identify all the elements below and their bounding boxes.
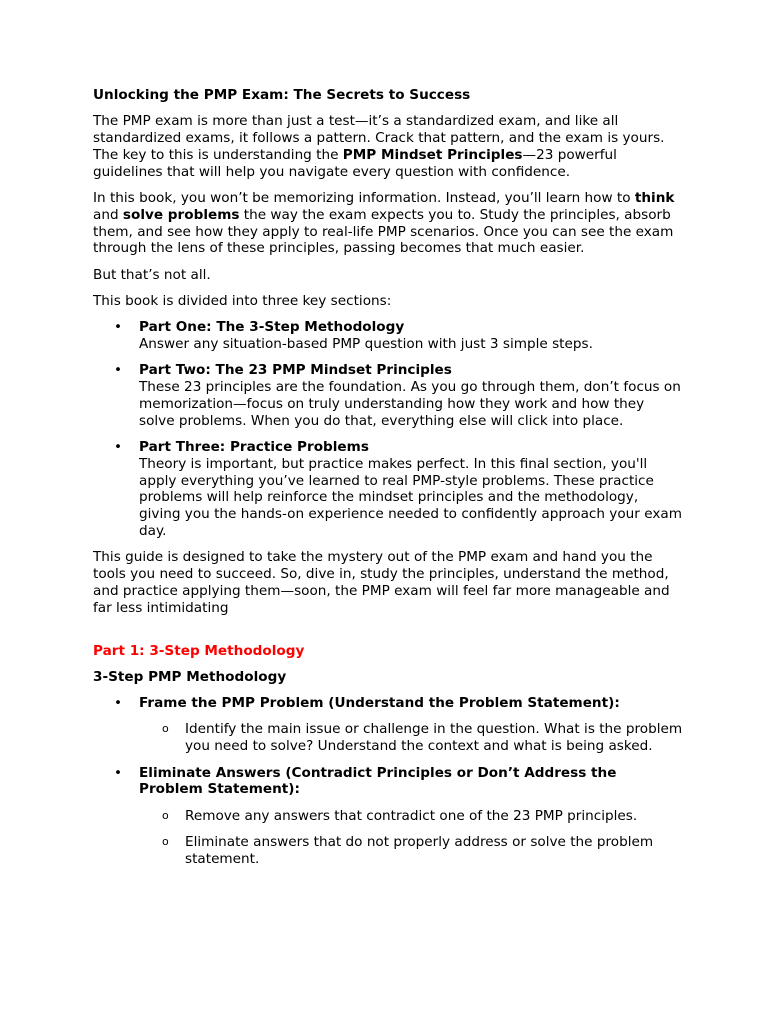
bullet-marker: • xyxy=(114,764,123,781)
list-item xyxy=(93,695,683,755)
sub-list-item xyxy=(139,721,683,755)
sub-bullet-marker: o xyxy=(162,834,169,848)
intro-text: In this book, you won’t be memorizing information. Instead, you’ll learn how to xyxy=(93,189,635,206)
bullet-marker: • xyxy=(114,319,123,336)
section-title: Part Three: Practice Problems xyxy=(139,439,369,456)
methodology-subheading: 3-Step PMP Methodology xyxy=(93,668,287,685)
list-item xyxy=(93,362,683,429)
intro-text: the way the exam expects you to. Study the principles, absorb them, and see how they apply to real-life PMP scenarios. Once you can see the exam through the lens of these principles, passing becomes that much easier. xyxy=(93,206,674,257)
intro-text: The PMP exam is more than just a test—it’s a standardized exam, and like all standardized exams, it follows a pattern. Crack that pattern, and the exam is yours. The key to this is understanding the xyxy=(93,113,665,163)
intro-paragraph-3: But that’s not all. xyxy=(93,266,211,283)
document-title: Unlocking the PMP Exam: The Secrets to Success xyxy=(93,87,471,103)
sub-item-text: Remove any answers that contradict one of the 23 PMP principles. xyxy=(185,807,638,824)
sub-list xyxy=(139,721,683,755)
sub-list-item xyxy=(139,808,683,825)
intro-paragraph-4: This book is divided into three key sections: xyxy=(93,292,392,309)
section-title: Part Two: The 23 PMP Mindset Principles xyxy=(139,362,452,379)
document-page xyxy=(93,87,683,877)
bullet-marker: • xyxy=(114,695,123,712)
bullet-marker: • xyxy=(114,439,123,456)
intro-text: —23 powerful guidelines that will help you navigate every question with confidence. xyxy=(93,146,617,180)
section-description: Theory is important, but practice makes perfect. In this final section, you'll apply everything you’ve learned to real PMP-style problems. These practice problems will help reinforce the mindset principles and the methodology, giving you the hands-on experience needed to confidently approach your exam day. xyxy=(139,455,682,540)
list-item xyxy=(93,439,683,540)
sub-list-item xyxy=(139,834,683,868)
intro-paragraph-1 xyxy=(93,113,683,180)
section-description: Answer any situation-based PMP question with just 3 simple steps. xyxy=(139,336,593,353)
sub-item-text: Eliminate answers that do not properly address or solve the problem statement. xyxy=(185,833,654,867)
sections-list xyxy=(93,319,683,540)
sub-bullet-marker: o xyxy=(162,722,169,736)
sub-item-text: Identify the main issue or challenge in the question. What is the problem you need to solve? Understand the context and what is being asked. xyxy=(185,721,683,755)
intro-paragraph-2 xyxy=(93,190,683,257)
bullet-marker: • xyxy=(114,362,123,379)
intro-text: and xyxy=(93,206,123,223)
sub-bullet-marker: o xyxy=(162,808,169,822)
section-title: Part One: The 3-Step Methodology xyxy=(139,319,405,336)
step-title: Eliminate Answers (Contradict Principles or Don’t Address the Problem Statement): xyxy=(139,764,617,798)
step-title: Frame the PMP Problem (Understand the Problem Statement): xyxy=(139,695,620,712)
steps-list xyxy=(93,695,683,867)
section-description: These 23 principles are the foundation. As you go through them, don’t focus on memorization—focus on truly understanding how they work and how they solve problems. When you do that, everything else will click into place. xyxy=(139,379,681,429)
part1-heading: Part 1: 3-Step Methodology xyxy=(93,642,305,659)
closing-paragraph: This guide is designed to take the mystery out of the PMP exam and hand you the tools you need to succeed. So, dive in, study the principles, understand the method, and practice applying them—soon, the PMP exam will feel far more manageable and far less intimidating xyxy=(93,549,670,616)
list-item xyxy=(93,765,683,868)
sub-list xyxy=(139,808,683,868)
intro-bold-text: PMP Mindset Principles xyxy=(342,146,523,163)
intro-bold-text: think xyxy=(634,189,675,206)
list-item xyxy=(93,319,683,353)
intro-bold-text: solve problems xyxy=(122,206,240,223)
